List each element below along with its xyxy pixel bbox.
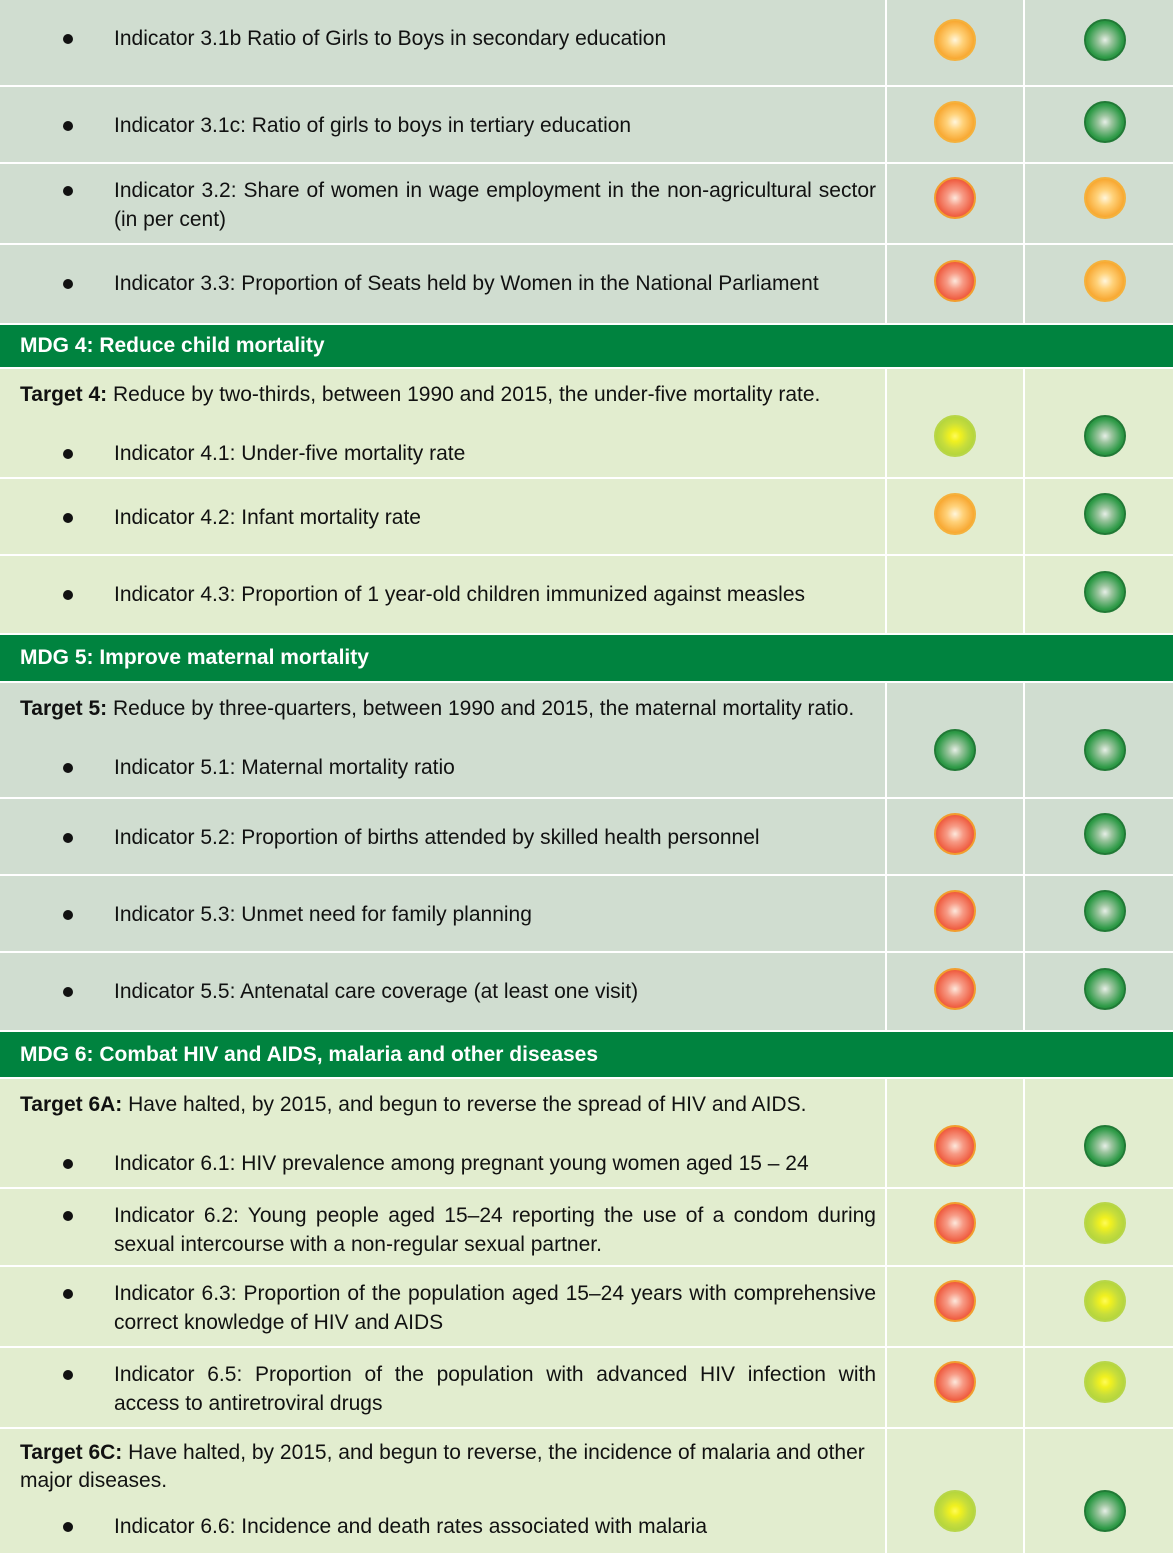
indicator-label: Indicator 5.1 — [114, 756, 230, 779]
column-divider — [1023, 799, 1025, 874]
bullet-icon — [63, 833, 73, 843]
red-status-dot-icon — [934, 890, 976, 932]
indicator-text — [114, 176, 876, 234]
indicator-row — [0, 683, 1173, 797]
indicator-description: : Proportion of 1 year-old children immunized against measles — [229, 583, 806, 606]
column-divider — [885, 0, 887, 85]
column-divider — [1023, 479, 1025, 554]
green-status-dot-icon — [934, 729, 976, 771]
green-status-dot-icon — [1084, 19, 1126, 61]
red-status-dot-icon — [934, 1125, 976, 1167]
green-status-dot-icon — [1084, 890, 1126, 932]
column-divider — [1023, 683, 1025, 797]
yellow-status-dot-icon — [934, 415, 976, 457]
indicator-row — [0, 1189, 1173, 1265]
bullet-icon — [63, 1522, 73, 1532]
indicator-row — [0, 953, 1173, 1030]
indicator-description: : Proportion of births attended by skilled health personnel — [229, 826, 760, 849]
indicator-row — [0, 369, 1173, 477]
indicator-description: : Infant mortality rate — [229, 506, 421, 529]
column-divider — [885, 876, 887, 951]
indicator-row — [0, 1267, 1173, 1346]
indicator-row — [0, 87, 1173, 162]
target-label: Target 6C: — [20, 1441, 123, 1464]
target-label: Target 5: — [20, 697, 108, 720]
red-status-dot-icon — [934, 813, 976, 855]
target-label: Target 4: — [20, 383, 108, 406]
indicator-row — [0, 799, 1173, 874]
indicator-row — [0, 479, 1173, 554]
yellow-status-dot-icon — [934, 1490, 976, 1532]
mdg-header-row — [0, 325, 1173, 367]
target-description: Have halted, by 2015, and begun to reverse the spread of HIV and AIDS. — [122, 1093, 807, 1116]
target-description: Reduce by two-thirds, between 1990 and 2015, the under-five mortality rate. — [107, 383, 821, 406]
indicator-description: : Young people aged 15–24 reporting the use of a condom during sexual intercourse with a non-regular sexual partner. — [114, 1204, 876, 1256]
indicator-text — [114, 503, 876, 532]
indicator-label: Indicator 4.3 — [114, 583, 230, 606]
indicator-row — [0, 1348, 1173, 1427]
bullet-icon — [63, 279, 73, 289]
column-divider — [885, 87, 887, 162]
indicator-description: : Under-five mortality rate — [229, 442, 466, 465]
column-divider — [885, 479, 887, 554]
indicator-row — [0, 245, 1173, 323]
orange-status-dot-icon — [934, 101, 976, 143]
indicator-label: Indicator 6.5 — [114, 1363, 237, 1386]
column-divider — [1023, 164, 1025, 243]
column-divider — [885, 1429, 887, 1553]
indicator-text — [114, 1512, 876, 1541]
yellow-status-dot-icon — [1084, 1361, 1126, 1403]
column-divider — [1023, 1267, 1025, 1346]
column-divider — [1023, 953, 1025, 1030]
indicator-description: : Proportion of Seats held by Women in the National Parliament — [229, 272, 819, 295]
indicator-label: Indicator 4.1 — [114, 442, 230, 465]
bullet-icon — [63, 987, 73, 997]
column-divider — [885, 953, 887, 1030]
column-divider — [1023, 556, 1025, 633]
target-text — [20, 381, 880, 409]
column-divider — [1023, 0, 1025, 85]
green-status-dot-icon — [1084, 1490, 1126, 1532]
bullet-icon — [63, 590, 73, 600]
column-divider — [1023, 245, 1025, 323]
green-status-dot-icon — [1084, 1125, 1126, 1167]
indicator-label: Indicator 3.1c — [114, 114, 241, 137]
indicator-row — [0, 164, 1173, 243]
indicator-description: : HIV prevalence among pregnant young women aged 15 – 24 — [229, 1152, 809, 1175]
indicator-text — [114, 1360, 876, 1418]
indicator-description: : Antenatal care coverage (at least one visit) — [229, 980, 639, 1003]
red-status-dot-icon — [934, 1202, 976, 1244]
target-text — [20, 695, 880, 723]
indicator-label: Indicator 3.2 — [114, 179, 231, 202]
target-description: Have halted, by 2015, and begun to reverse, the incidence of malaria and other major diseases. — [20, 1441, 865, 1492]
target-label: Target 6A: — [20, 1093, 123, 1116]
indicator-row — [0, 876, 1173, 951]
bullet-icon — [63, 121, 73, 131]
bullet-icon — [63, 34, 73, 44]
column-divider — [885, 164, 887, 243]
column-divider — [885, 369, 887, 477]
red-status-dot-icon — [934, 968, 976, 1010]
orange-status-dot-icon — [1084, 260, 1126, 302]
bullet-icon — [63, 763, 73, 773]
indicator-row — [0, 1429, 1173, 1553]
red-status-dot-icon — [934, 177, 976, 219]
indicator-label: Indicator 6.2 — [114, 1204, 234, 1227]
red-status-dot-icon — [934, 1280, 976, 1322]
indicator-text — [114, 111, 876, 140]
column-divider — [1023, 1189, 1025, 1265]
orange-status-dot-icon — [934, 19, 976, 61]
target-text — [20, 1091, 880, 1119]
orange-status-dot-icon — [934, 493, 976, 535]
green-status-dot-icon — [1084, 571, 1126, 613]
indicator-text — [114, 580, 876, 609]
mdg-title: MDG 6: Combat HIV and AIDS, malaria and other diseases — [20, 1042, 599, 1066]
column-divider — [885, 245, 887, 323]
indicator-row — [0, 556, 1173, 633]
indicator-label: Indicator 3.3 — [114, 272, 230, 295]
green-status-dot-icon — [1084, 729, 1126, 771]
indicator-row — [0, 0, 1173, 85]
mdg-title: MDG 4: Reduce child mortality — [20, 334, 325, 357]
yellow-status-dot-icon — [1084, 1280, 1126, 1322]
red-status-dot-icon — [934, 260, 976, 302]
indicator-text — [114, 823, 876, 852]
column-divider — [885, 556, 887, 633]
indicator-text — [114, 977, 876, 1006]
indicator-description: : Maternal mortality ratio — [229, 756, 455, 779]
column-divider — [885, 1348, 887, 1427]
indicator-text — [114, 753, 876, 782]
target-text — [20, 1439, 880, 1495]
green-status-dot-icon — [1084, 968, 1126, 1010]
indicator-label: Indicator 3.1b — [114, 27, 242, 50]
indicator-label: Indicator 6.1 — [114, 1152, 230, 1175]
mdg-title: MDG 5: Improve maternal mortality — [20, 646, 369, 669]
column-divider — [885, 1189, 887, 1265]
indicator-label: Indicator 6.3 — [114, 1282, 231, 1305]
indicator-description: : Incidence and death rates associated with malaria — [229, 1515, 708, 1538]
column-divider — [1023, 876, 1025, 951]
indicator-label: Indicator 6.6 — [114, 1515, 230, 1538]
indicator-label: Indicator 4.2 — [114, 506, 230, 529]
column-divider — [885, 1079, 887, 1187]
red-status-dot-icon — [934, 1361, 976, 1403]
indicator-text — [114, 900, 876, 929]
green-status-dot-icon — [1084, 101, 1126, 143]
column-divider — [1023, 1429, 1025, 1553]
green-status-dot-icon — [1084, 415, 1126, 457]
indicator-text — [114, 439, 876, 468]
bullet-icon — [63, 1159, 73, 1169]
bullet-icon — [63, 186, 73, 196]
indicator-description: : Ratio of girls to boys in tertiary education — [240, 114, 632, 137]
mdg-header-row — [0, 1032, 1173, 1077]
column-divider — [1023, 1079, 1025, 1187]
indicator-description: : Unmet need for family planning — [229, 903, 532, 926]
indicator-text — [114, 24, 876, 53]
orange-status-dot-icon — [1084, 177, 1126, 219]
indicator-text — [114, 1201, 876, 1259]
bullet-icon — [63, 910, 73, 920]
column-divider — [885, 1267, 887, 1346]
indicator-text — [114, 1279, 876, 1337]
mdg-header-row — [0, 635, 1173, 681]
column-divider — [1023, 87, 1025, 162]
column-divider — [1023, 1348, 1025, 1427]
column-divider — [885, 683, 887, 797]
bullet-icon — [63, 513, 73, 523]
indicator-label: Indicator 5.3 — [114, 903, 230, 926]
target-description: Reduce by three-quarters, between 1990 and 2015, the maternal mortality ratio. — [107, 697, 855, 720]
column-divider — [1023, 369, 1025, 477]
indicator-description: : Proportion of the population with advanced HIV infection with access to antiretroviral drugs — [114, 1363, 876, 1415]
green-status-dot-icon — [1084, 813, 1126, 855]
bullet-icon — [63, 449, 73, 459]
bullet-icon — [63, 1211, 73, 1221]
indicator-text — [114, 1149, 876, 1178]
indicator-description: Ratio of Girls to Boys in secondary education — [241, 27, 667, 50]
green-status-dot-icon — [1084, 493, 1126, 535]
indicator-text — [114, 269, 876, 298]
indicator-description: : Proportion of the population aged 15–24 years with comprehensive correct knowledge of HIV and AIDS — [114, 1282, 877, 1334]
bullet-icon — [63, 1370, 73, 1380]
indicator-label: Indicator 5.2 — [114, 826, 230, 849]
indicator-description: : Share of women in wage employment in the non-agricultural sector (in per cent) — [114, 179, 876, 231]
indicator-row — [0, 1079, 1173, 1187]
bullet-icon — [63, 1289, 73, 1299]
indicator-label: Indicator 5.5 — [114, 980, 230, 1003]
column-divider — [885, 799, 887, 874]
yellow-status-dot-icon — [1084, 1202, 1126, 1244]
